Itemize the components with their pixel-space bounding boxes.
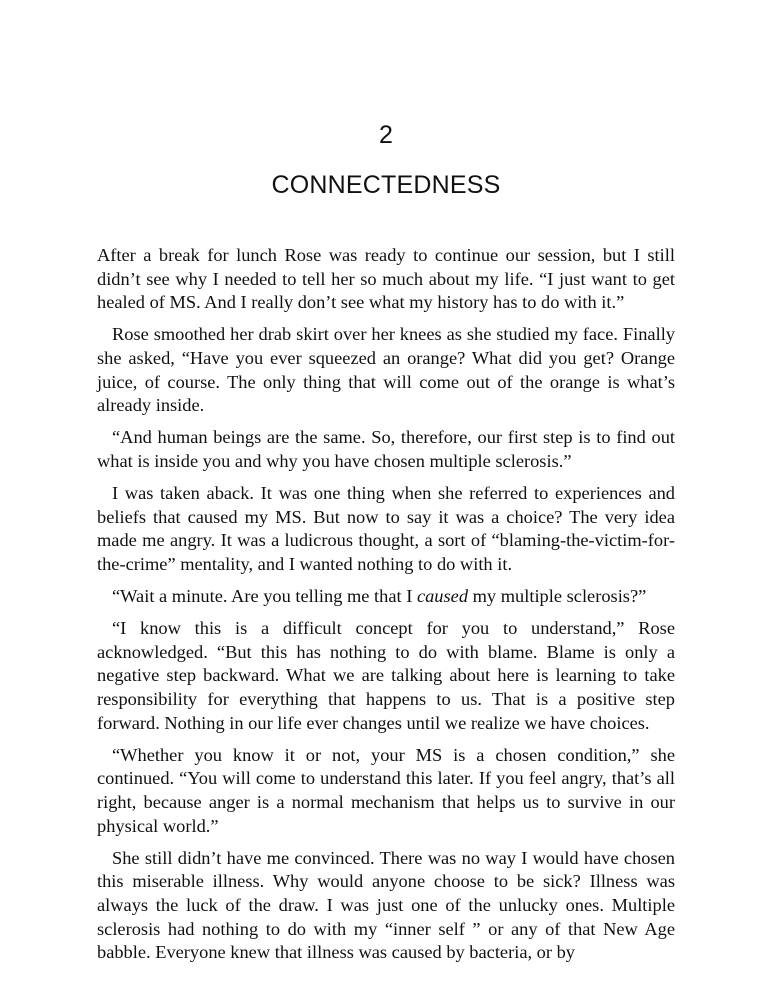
paragraph-5-emphasis: caused <box>416 586 469 607</box>
paragraph-5 <box>97 585 675 609</box>
paragraph-3: “And human beings are the same. So, therefore, our first step is to find out what is inside you and why you have chosen multiple sclerosis.” <box>97 427 675 471</box>
paragraph-7: “Whether you know it or not, your MS is a chosen condition,” she continued. “You will come to understand this later. If you feel angry, that’s all right, because anger is a normal mechanism that helps us to survive in our physical world.” <box>97 744 675 836</box>
paragraph-5-after: my multiple sclerosis?” <box>468 586 647 607</box>
chapter-title: CONNECTEDNESS <box>271 171 501 199</box>
paragraph-5-before: “Wait a minute. Are you telling me that I <box>112 586 417 607</box>
paragraph-4: I was taken aback. It was one thing when she referred to experiences and beliefs that caused my MS. But now to say it was a choice? The very idea made me angry. It was a ludicrous thought, a sort of “blaming-the-victim-for-the-crime” mentality, and I wanted nothing to do with it. <box>97 483 675 574</box>
paragraph-2: Rose smoothed her drab skirt over her knees as she studied my face. Finally she asked, “Have you ever squeezed an orange? What did you get? Orange juice, of course. The only thing that will come out of the orange is what’s already inside. <box>97 324 675 416</box>
chapter-number: 2 <box>379 121 393 149</box>
chapter-body <box>97 244 675 973</box>
paragraph-8: She still didn’t have me convinced. There was no way I would have chosen this miserable illness. Why would anyone choose to be sick? Illness was always the luck of the draw. I was just one of the unlucky ones. Multiple sclerosis had nothing to do with my “inner self ” or any of that New Age babble. Everyone knew that illness was caused by bacteria, or by <box>97 847 675 963</box>
paragraph-1: After a break for lunch Rose was ready to continue our session, but I still didn’t see why I needed to tell her so much about my life. “I just want to get healed of MS. And I really don’t see what my history has to do with it.” <box>97 245 675 313</box>
paragraph-6: “I know this is a difficult concept for you to understand,” Rose acknowledged. “But this has nothing to do with blame. Blame is only a negative step backward. What we are talking about here is learning to take responsibility for everything that happens to us. That is a positive step forward. Nothing in our life ever changes until we realize we have choices. <box>97 618 675 733</box>
